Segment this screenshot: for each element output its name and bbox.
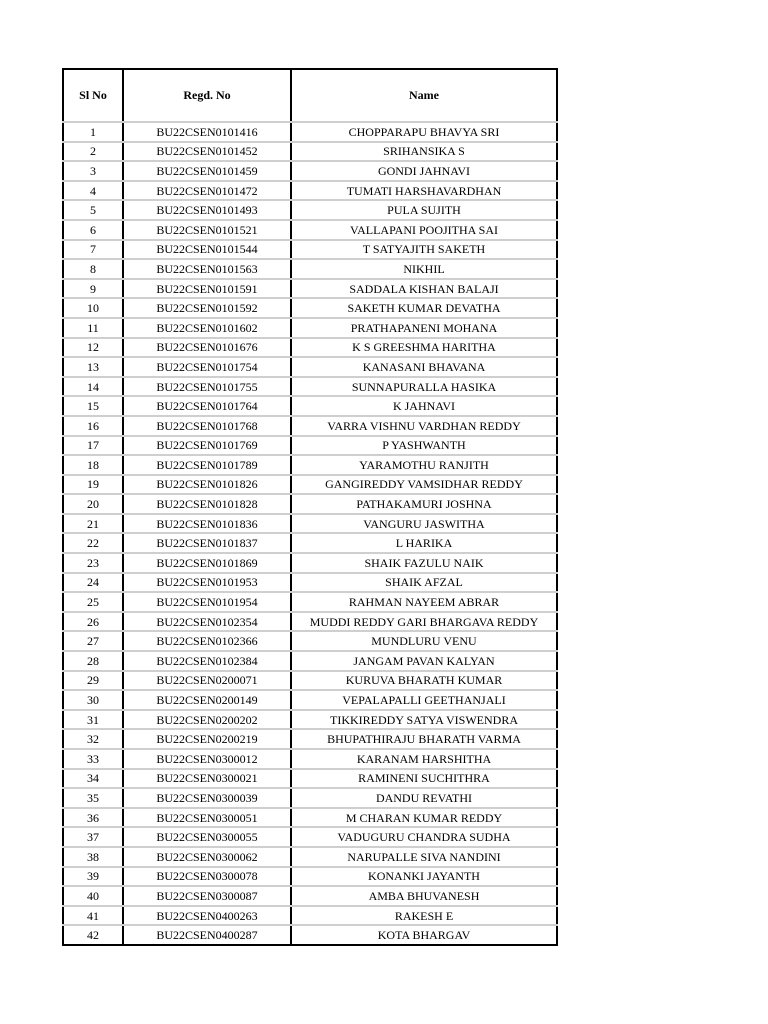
cell-sl-no: 8	[63, 259, 123, 279]
cell-sl-no: 36	[63, 808, 123, 828]
cell-name: GONDI JAHNAVI	[291, 161, 557, 181]
table-row	[63, 220, 557, 240]
cell-regd-no: BU22CSEN0101416	[123, 122, 291, 142]
table-row	[63, 455, 557, 475]
table-row	[63, 318, 557, 338]
cell-name: SUNNAPURALLA HASIKA	[291, 377, 557, 397]
cell-regd-no: BU22CSEN0300062	[123, 847, 291, 867]
cell-regd-no: BU22CSEN0200219	[123, 729, 291, 749]
table-row	[63, 729, 557, 749]
cell-sl-no: 29	[63, 671, 123, 691]
table-row	[63, 553, 557, 573]
cell-regd-no: BU22CSEN0101452	[123, 142, 291, 162]
cell-name: KOTA BHARGAV	[291, 925, 557, 945]
cell-regd-no: BU22CSEN0101764	[123, 396, 291, 416]
cell-regd-no: BU22CSEN0101459	[123, 161, 291, 181]
student-table	[62, 68, 558, 946]
cell-sl-no: 2	[63, 142, 123, 162]
cell-regd-no: BU22CSEN0101789	[123, 455, 291, 475]
table-row	[63, 494, 557, 514]
cell-regd-no: BU22CSEN0102354	[123, 612, 291, 632]
cell-name: KURUVA BHARATH KUMAR	[291, 671, 557, 691]
table-row	[63, 416, 557, 436]
table-row	[63, 612, 557, 632]
cell-sl-no: 19	[63, 475, 123, 495]
cell-regd-no: BU22CSEN0101954	[123, 592, 291, 612]
table-row	[63, 906, 557, 926]
cell-regd-no: BU22CSEN0300078	[123, 867, 291, 887]
cell-name: VEPALAPALLI GEETHANJALI	[291, 690, 557, 710]
cell-sl-no: 25	[63, 592, 123, 612]
table-row	[63, 396, 557, 416]
table-row	[63, 631, 557, 651]
table-row	[63, 690, 557, 710]
cell-name: RAMINENI SUCHITHRA	[291, 769, 557, 789]
cell-name: SAKETH KUMAR DEVATHA	[291, 298, 557, 318]
cell-name: KARANAM HARSHITHA	[291, 749, 557, 769]
cell-regd-no: BU22CSEN0101836	[123, 514, 291, 534]
table-row	[63, 533, 557, 553]
table-row	[63, 259, 557, 279]
table-body	[63, 122, 557, 945]
cell-regd-no: BU22CSEN0400263	[123, 906, 291, 926]
cell-regd-no: BU22CSEN0200071	[123, 671, 291, 691]
cell-sl-no: 26	[63, 612, 123, 632]
table-row	[63, 122, 557, 142]
cell-regd-no: BU22CSEN0101828	[123, 494, 291, 514]
cell-name: SHAIK FAZULU NAIK	[291, 553, 557, 573]
cell-regd-no: BU22CSEN0300012	[123, 749, 291, 769]
table-row	[63, 279, 557, 299]
cell-name: SADDALA KISHAN BALAJI	[291, 279, 557, 299]
cell-name: GANGIREDDY VAMSIDHAR REDDY	[291, 475, 557, 495]
table-row	[63, 769, 557, 789]
cell-name: MUDDI REDDY GARI BHARGAVA REDDY	[291, 612, 557, 632]
cell-sl-no: 15	[63, 396, 123, 416]
cell-sl-no: 31	[63, 710, 123, 730]
cell-name: VADUGURU CHANDRA SUDHA	[291, 827, 557, 847]
cell-name: KONANKI JAYANTH	[291, 867, 557, 887]
cell-name: TUMATI HARSHAVARDHAN	[291, 181, 557, 201]
header-row	[63, 69, 557, 122]
cell-name: MUNDLURU VENU	[291, 631, 557, 651]
cell-name: BHUPATHIRAJU BHARATH VARMA	[291, 729, 557, 749]
cell-regd-no: BU22CSEN0300087	[123, 886, 291, 906]
cell-sl-no: 6	[63, 220, 123, 240]
cell-sl-no: 17	[63, 436, 123, 456]
cell-name: M CHARAN KUMAR REDDY	[291, 808, 557, 828]
cell-name: JANGAM PAVAN KALYAN	[291, 651, 557, 671]
cell-sl-no: 33	[63, 749, 123, 769]
table-row	[63, 710, 557, 730]
table-row	[63, 886, 557, 906]
cell-sl-no: 34	[63, 769, 123, 789]
cell-regd-no: BU22CSEN0102384	[123, 651, 291, 671]
cell-regd-no: BU22CSEN0101953	[123, 573, 291, 593]
table-row	[63, 357, 557, 377]
cell-sl-no: 18	[63, 455, 123, 475]
cell-sl-no: 3	[63, 161, 123, 181]
cell-name: PATHAKAMURI JOSHNA	[291, 494, 557, 514]
cell-regd-no: BU22CSEN0102366	[123, 631, 291, 651]
cell-name: DANDU REVATHI	[291, 788, 557, 808]
cell-sl-no: 22	[63, 533, 123, 553]
cell-sl-no: 23	[63, 553, 123, 573]
cell-regd-no: BU22CSEN0101521	[123, 220, 291, 240]
cell-sl-no: 32	[63, 729, 123, 749]
cell-regd-no: BU22CSEN0101676	[123, 338, 291, 358]
table-row	[63, 847, 557, 867]
cell-sl-no: 20	[63, 494, 123, 514]
cell-sl-no: 10	[63, 298, 123, 318]
cell-regd-no: BU22CSEN0400287	[123, 925, 291, 945]
cell-regd-no: BU22CSEN0101768	[123, 416, 291, 436]
cell-name: RAHMAN NAYEEM ABRAR	[291, 592, 557, 612]
table-row	[63, 749, 557, 769]
cell-name: T SATYAJITH SAKETH	[291, 240, 557, 260]
cell-sl-no: 21	[63, 514, 123, 534]
cell-name: SHAIK AFZAL	[291, 573, 557, 593]
cell-regd-no: BU22CSEN0101754	[123, 357, 291, 377]
cell-name: K S GREESHMA HARITHA	[291, 338, 557, 358]
cell-regd-no: BU22CSEN0101563	[123, 259, 291, 279]
table-row	[63, 181, 557, 201]
cell-sl-no: 5	[63, 200, 123, 220]
cell-sl-no: 30	[63, 690, 123, 710]
cell-name: KANASANI BHAVANA	[291, 357, 557, 377]
table-row	[63, 161, 557, 181]
cell-sl-no: 39	[63, 867, 123, 887]
cell-sl-no: 13	[63, 357, 123, 377]
cell-regd-no: BU22CSEN0101755	[123, 377, 291, 397]
cell-sl-no: 9	[63, 279, 123, 299]
table-row	[63, 436, 557, 456]
cell-sl-no: 14	[63, 377, 123, 397]
table-row	[63, 671, 557, 691]
cell-sl-no: 11	[63, 318, 123, 338]
cell-regd-no: BU22CSEN0300039	[123, 788, 291, 808]
cell-sl-no: 42	[63, 925, 123, 945]
header-sl-no: Sl No	[63, 69, 123, 122]
cell-sl-no: 38	[63, 847, 123, 867]
table-row	[63, 592, 557, 612]
cell-sl-no: 37	[63, 827, 123, 847]
cell-name: TIKKIREDDY SATYA VISWENDRA	[291, 710, 557, 730]
cell-sl-no: 24	[63, 573, 123, 593]
table-row	[63, 142, 557, 162]
table-row	[63, 338, 557, 358]
cell-regd-no: BU22CSEN0101591	[123, 279, 291, 299]
cell-sl-no: 16	[63, 416, 123, 436]
table-row	[63, 298, 557, 318]
cell-sl-no: 27	[63, 631, 123, 651]
cell-name: NARUPALLE SIVA NANDINI	[291, 847, 557, 867]
cell-name: AMBA BHUVANESH	[291, 886, 557, 906]
cell-name: PULA SUJITH	[291, 200, 557, 220]
table-row	[63, 200, 557, 220]
cell-name: NIKHIL	[291, 259, 557, 279]
cell-name: CHOPPARAPU BHAVYA SRI	[291, 122, 557, 142]
cell-name: VANGURU JASWITHA	[291, 514, 557, 534]
cell-name: SRIHANSIKA S	[291, 142, 557, 162]
cell-sl-no: 7	[63, 240, 123, 260]
cell-regd-no: BU22CSEN0300021	[123, 769, 291, 789]
cell-regd-no: BU22CSEN0101544	[123, 240, 291, 260]
cell-regd-no: BU22CSEN0101769	[123, 436, 291, 456]
cell-name: P YASHWANTH	[291, 436, 557, 456]
cell-sl-no: 28	[63, 651, 123, 671]
table-row	[63, 867, 557, 887]
cell-name: VALLAPANI POOJITHA SAI	[291, 220, 557, 240]
cell-regd-no: BU22CSEN0101869	[123, 553, 291, 573]
cell-name: YARAMOTHU RANJITH	[291, 455, 557, 475]
cell-regd-no: BU22CSEN0300055	[123, 827, 291, 847]
cell-sl-no: 35	[63, 788, 123, 808]
table-row	[63, 925, 557, 945]
table-row	[63, 827, 557, 847]
table-row	[63, 573, 557, 593]
cell-name: L HARIKA	[291, 533, 557, 553]
cell-sl-no: 41	[63, 906, 123, 926]
cell-regd-no: BU22CSEN0200202	[123, 710, 291, 730]
cell-sl-no: 4	[63, 181, 123, 201]
cell-name: VARRA VISHNU VARDHAN REDDY	[291, 416, 557, 436]
table-row	[63, 808, 557, 828]
table-row	[63, 651, 557, 671]
cell-regd-no: BU22CSEN0101602	[123, 318, 291, 338]
table-row	[63, 377, 557, 397]
header-regd-no: Regd. No	[123, 69, 291, 122]
table-row	[63, 514, 557, 534]
cell-sl-no: 12	[63, 338, 123, 358]
cell-regd-no: BU22CSEN0101837	[123, 533, 291, 553]
cell-regd-no: BU22CSEN0101826	[123, 475, 291, 495]
cell-name: PRATHAPANENI MOHANA	[291, 318, 557, 338]
cell-name: K JAHNAVI	[291, 396, 557, 416]
table-row	[63, 788, 557, 808]
header-name: Name	[291, 69, 557, 122]
cell-regd-no: BU22CSEN0101493	[123, 200, 291, 220]
cell-regd-no: BU22CSEN0300051	[123, 808, 291, 828]
cell-regd-no: BU22CSEN0101592	[123, 298, 291, 318]
cell-sl-no: 40	[63, 886, 123, 906]
cell-regd-no: BU22CSEN0200149	[123, 690, 291, 710]
cell-regd-no: BU22CSEN0101472	[123, 181, 291, 201]
table-row	[63, 475, 557, 495]
table-row	[63, 240, 557, 260]
cell-sl-no: 1	[63, 122, 123, 142]
cell-name: RAKESH E	[291, 906, 557, 926]
